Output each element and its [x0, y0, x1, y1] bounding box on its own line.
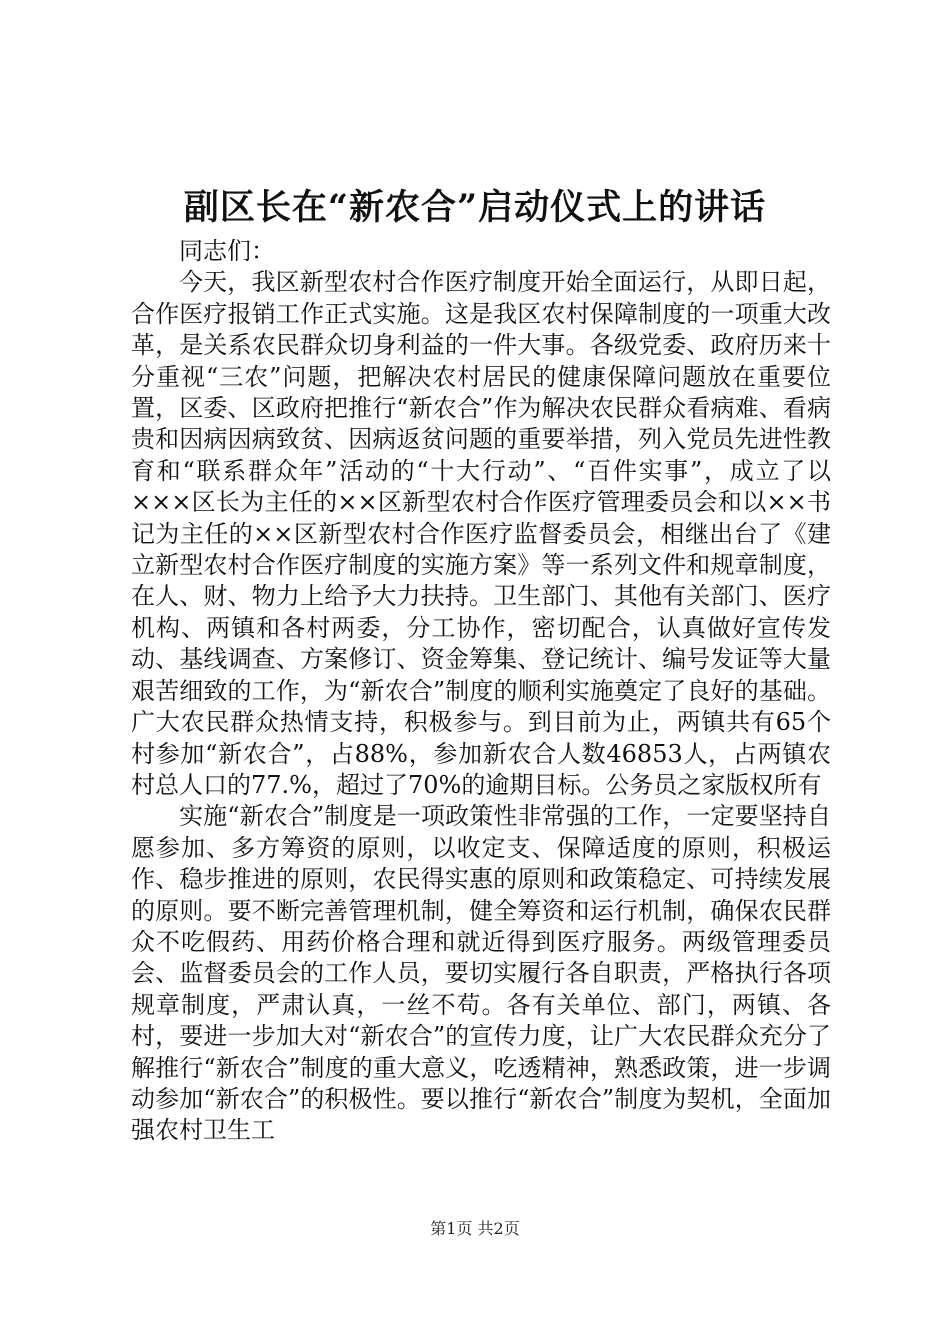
page-number-footer: 第1页 共2页 [430, 1219, 520, 1238]
paragraph-1: 今天，我区新型农村合作医疗制度开始全面运行，从即日起，合作医疗报销工作正式实施。这是我区农村保障制度的一项重大改革，是关系农民群众切身利益的一件大事。各级党委、政府历来十分重视“三农”问题，把解决农村居民的健康保障问题放在重要位置，区委、区政府把推行“新农合”作为解决农民群众看病难、看病贵和因病因病致贫、因病返贫问题的重要举措，列入党员先进性教育和“联系群众年”活动的“十大行动”、“百件实事”，成立了以×××区长为主任的××区新型农村合作医疗管理委员会和以××书记为主任的××区新型农村合作医疗监督委员会，相继出台了《建立新型农村合作医疗制度的实施方案》等一系列文件和规章制度，在人、财、物力上给予大力扶持。卫生部门、其他有关部门、医疗机构、两镇和各村两委，分工协作，密切配合，认真做好宣传发动、基线调查、方案修订、资金筹集、登记统计、编号发证等大量艰苦细致的工作，为“新农合”制度的顺利实施奠定了良好的基础。广大农民群众热情支持，积极参与。到目前为止，两镇共有65个村参加“新农合”，占88%，参加新农合人数46853人，占两镇农村总人口的77.%，超过了70%的逾期目标。公务员之家版权所有 [131, 268, 831, 799]
salutation: 同志们： [179, 237, 275, 265]
document-body [131, 236, 831, 1147]
paragraph-2: 实施“新农合”制度是一项政策性非常强的工作，一定要坚持自愿参加、多方筹资的原则，以收定支、保障适度的原则，积极运作、稳步推进的原则，农民得实惠的原则和政策稳定、可持续发展的原则。要不断完善管理机制，健全筹资和运行机制，确保农民群众不吃假药、用药价格合理和就近得到医疗服务。两级管理委员会、监督委员会的工作人员，要切实履行各自职责，严格执行各项规章制度，严肃认真，一丝不苟。各有关单位、部门，两镇、各村，要进一步加大对“新农合”的宣传力度，让广大农民群众充分了解推行“新农合”制度的重大意义，吃透精神，熟悉政策，进一步调动参加“新农合”的积极性。要以推行“新农合”制度为契机，全面加强农村卫生工 [131, 802, 831, 1145]
document-title: 副区长在“新农合”启动仪式上的讲话 [183, 187, 767, 228]
